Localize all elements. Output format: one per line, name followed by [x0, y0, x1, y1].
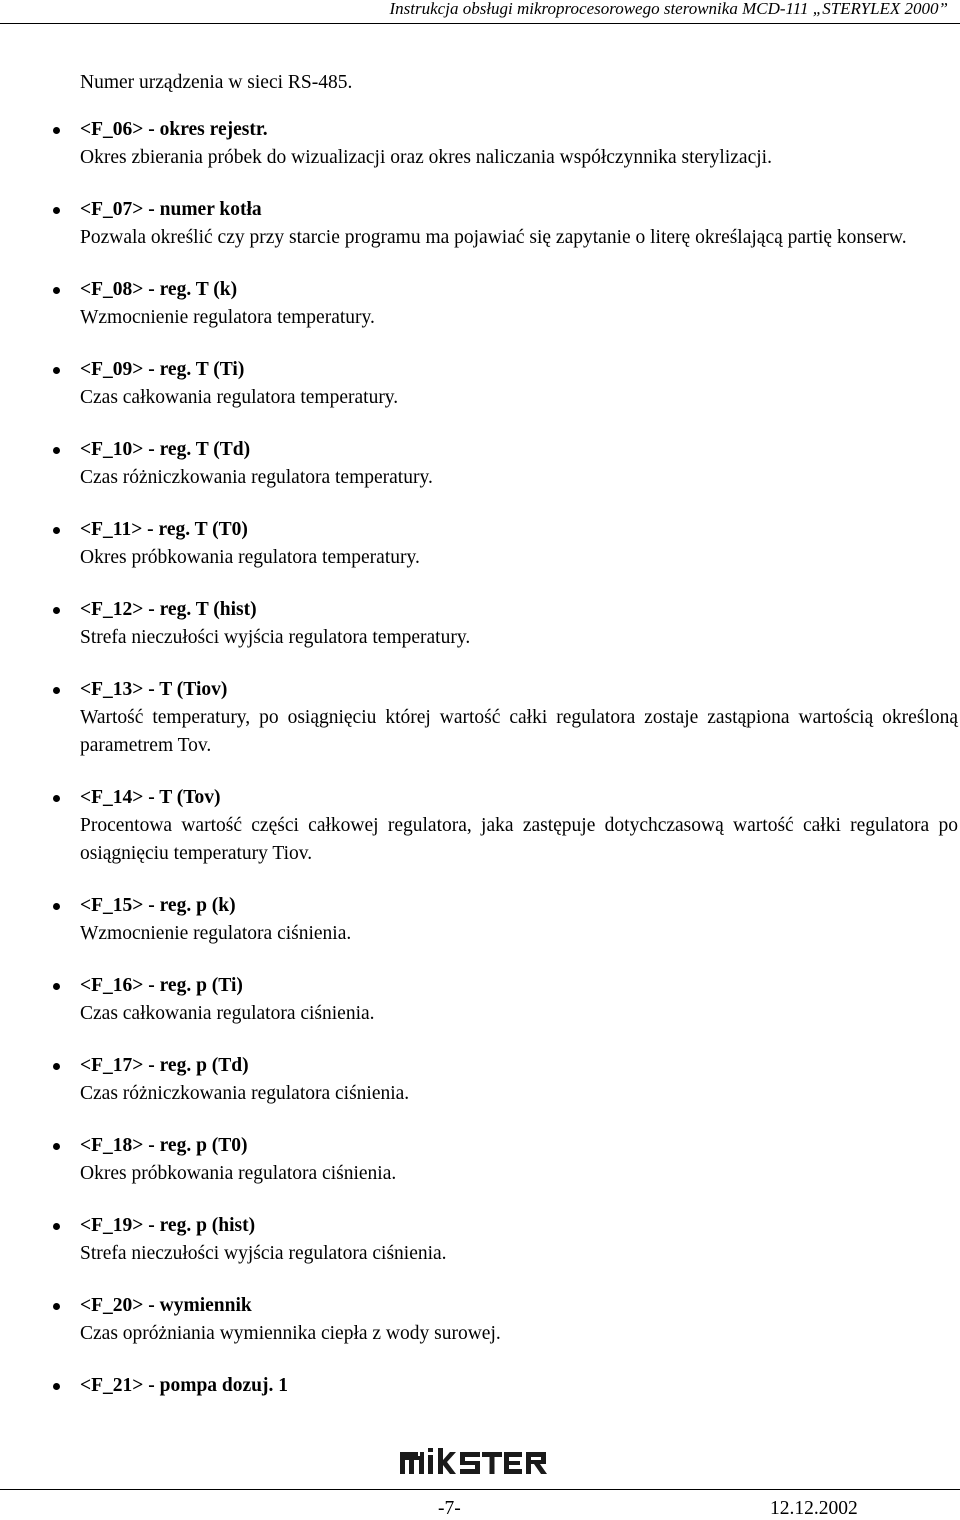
- parameter-title: <F_21> - pompa dozuj. 1: [80, 1375, 289, 1396]
- bullet-icon: [53, 287, 60, 294]
- page-number: -7-: [438, 1498, 461, 1519]
- parameter-item: [0, 972, 960, 1028]
- parameter-item: [0, 892, 960, 948]
- parameter-item: [0, 276, 960, 332]
- parameter-title: <F_10> - reg. T (Td): [80, 439, 251, 460]
- bullet-icon: [53, 687, 60, 694]
- parameter-description: Pozwala określić czy przy starcie programu ma pojawiać się zapytanie o literę określającą partię konserw.: [80, 227, 907, 248]
- parameter-item: [0, 516, 960, 572]
- bullet-icon: [53, 447, 60, 454]
- parameter-title: <F_20> - wymiennik: [80, 1295, 252, 1316]
- parameter-item: [0, 784, 960, 868]
- parameter-item: [0, 596, 960, 652]
- footer-date: 12.12.2002: [770, 1498, 858, 1519]
- bullet-icon: [53, 983, 60, 990]
- parameter-title: <F_08> - reg. T (k): [80, 279, 238, 300]
- bullet-icon: [53, 527, 60, 534]
- parameter-item: [0, 356, 960, 412]
- parameter-description: Wzmocnienie regulatora temperatury.: [80, 307, 375, 328]
- bullet-icon: [53, 127, 60, 134]
- bullet-icon: [53, 607, 60, 614]
- parameter-item: [0, 676, 960, 760]
- parameter-description: Czas całkowania regulatora ciśnienia.: [80, 1003, 375, 1024]
- parameter-item: [0, 436, 960, 492]
- parameter-description: Czas całkowania regulatora temperatury.: [80, 387, 399, 408]
- parameter-description: Strefa nieczułości wyjścia regulatora ciśnienia.: [80, 1243, 447, 1264]
- intro-text: Numer urządzenia w sieci RS-485.: [80, 72, 353, 93]
- parameter-description: Wzmocnienie regulatora ciśnienia.: [80, 923, 352, 944]
- parameter-title: <F_07> - numer kotła: [80, 199, 262, 220]
- parameter-item: [0, 1292, 960, 1348]
- header-rule: [0, 23, 960, 24]
- bullet-icon: [53, 207, 60, 214]
- parameter-title: <F_17> - reg. p (Td): [80, 1055, 249, 1076]
- parameter-description: Czas opróżniania wymiennika ciepła z wody surowej.: [80, 1323, 501, 1344]
- bullet-icon: [53, 1223, 60, 1230]
- parameter-title: <F_14> - T (Tov): [80, 787, 221, 808]
- bullet-icon: [53, 903, 60, 910]
- parameter-item: [0, 196, 960, 252]
- bullet-icon: [53, 1383, 60, 1390]
- parameter-item: [0, 1372, 960, 1400]
- parameter-description: Czas różniczkowania regulatora temperatury.: [80, 467, 433, 488]
- bullet-icon: [53, 367, 60, 374]
- footer-rule: [0, 1489, 960, 1490]
- parameter-description: Wartość temperatury, po osiągnięciu której wartość całki regulatora zostaje zastąpiona wartością określoną parametrem Tov.: [80, 707, 958, 756]
- bullet-icon: [53, 1143, 60, 1150]
- parameter-description: Okres próbkowania regulatora ciśnienia.: [80, 1163, 397, 1184]
- parameter-title: <F_16> - reg. p (Ti): [80, 975, 243, 996]
- parameter-title: <F_18> - reg. p (T0): [80, 1135, 248, 1156]
- header-title: Instrukcja obsługi mikroprocesorowego sterownika MCD-111 „STERYLEX 2000”: [389, 0, 948, 18]
- parameter-item: [0, 1132, 960, 1188]
- parameter-item: [0, 116, 960, 172]
- parameter-title: <F_09> - reg. T (Ti): [80, 359, 245, 380]
- bullet-icon: [53, 795, 60, 802]
- parameter-title: <F_11> - reg. T (T0): [80, 519, 248, 540]
- parameter-title: <F_13> - T (Tiov): [80, 679, 228, 700]
- parameter-title: <F_15> - reg. p (k): [80, 895, 236, 916]
- bullet-icon: [53, 1063, 60, 1070]
- bullet-icon: [53, 1303, 60, 1310]
- parameter-item: [0, 1052, 960, 1108]
- parameter-description: Okres zbierania próbek do wizualizacji oraz okres naliczania współczynnika sterylizacji.: [80, 147, 772, 168]
- parameter-description: Strefa nieczułości wyjścia regulatora temperatury.: [80, 627, 471, 648]
- parameter-description: Procentowa wartość części całkowej regulatora, jaka zastępuje dotychczasową wartość całki regulatora po osiągnięciu temperatury Tiov.: [80, 815, 958, 864]
- parameter-title: <F_06> - okres rejestr.: [80, 119, 268, 140]
- mikster-logo: [398, 1446, 550, 1476]
- parameter-title: <F_19> - reg. p (hist): [80, 1215, 256, 1236]
- parameter-description: Czas różniczkowania regulatora ciśnienia.: [80, 1083, 410, 1104]
- parameter-title: <F_12> - reg. T (hist): [80, 599, 257, 620]
- parameter-description: Okres próbkowania regulatora temperatury.: [80, 547, 420, 568]
- parameter-list: [0, 116, 960, 1424]
- page-header: [0, 0, 960, 24]
- parameter-item: [0, 1212, 960, 1268]
